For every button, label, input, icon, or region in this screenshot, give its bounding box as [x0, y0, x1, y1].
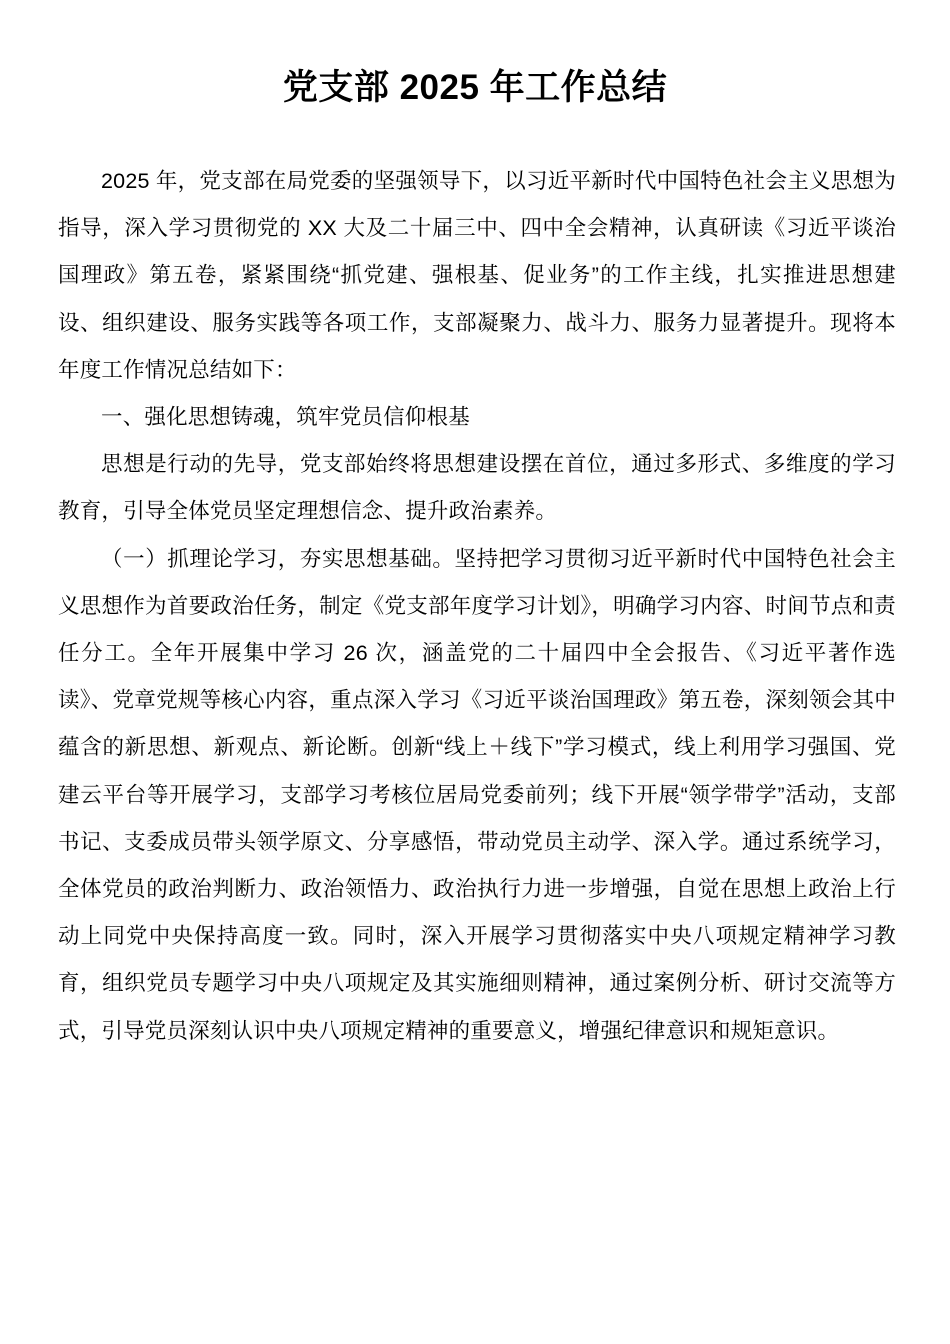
section-heading-1: 一、强化思想铸魂，筑牢党员信仰根基	[101, 405, 470, 430]
document-body	[58, 158, 896, 1055]
page-title: 党支部 2025 年工作总结	[282, 68, 668, 107]
paragraph-subsection-1-1: （一）抓理论学习，夯实思想基础。坚持把学习贯彻习近平新时代中国特色社会主义思想作为首要政治任务，制定《党支部年度学习计划》，明确学习内容、时间节点和责任分工。全年开展集中学习 26 次，涵盖党的二十届四中全会报告、《习近平著作选读》、党章党规等核心内容，重点深入学习《习近平谈治国理政》第五卷，深刻领会其中蕴含的新思想、新观点、新论断。创新“线上＋线下”学习模式，线上利用学习强国、党建云平台等开展学习，支部学习考核位居局党委前列；线下开展“领学带学”活动，支部书记、支委成员带头领学原文、分享感悟，带动党员主动学、深入学。通过系统学习，全体党员的政治判断力、政治领悟力、政治执行力进一步增强，自觉在思想上政治上行动上同党中央保持高度一致。同时，深入开展学习贯彻落实中央八项规定精神学习教育，组织党员专题学习中央八项规定及其实施细则精神，通过案例分析、研讨交流等方式，引导党员深刻认识中央八项规定精神的重要意义，增强纪律意识和规矩意识。	[58, 546, 896, 1043]
paragraph-intro: 2025 年，党支部在局党委的坚强领导下，以习近平新时代中国特色社会主义思想为指导，深入学习贯彻党的 XX 大及二十届三中、四中全会精神，认真研读《习近平谈治国理政》第五卷，紧紧围绕“抓党建、强根基、促业务”的工作主线，扎实推进思想建设、组织建设、服务实践等各项工作，支部凝聚力、战斗力、服务力显著提升。现将本年度工作情况总结如下：	[58, 169, 896, 382]
paragraph-section1-lead: 思想是行动的先导，党支部始终将思想建设摆在首位，通过多形式、多维度的学习教育，引导全体党员坚定理想信念、提升政治素养。	[58, 452, 896, 524]
